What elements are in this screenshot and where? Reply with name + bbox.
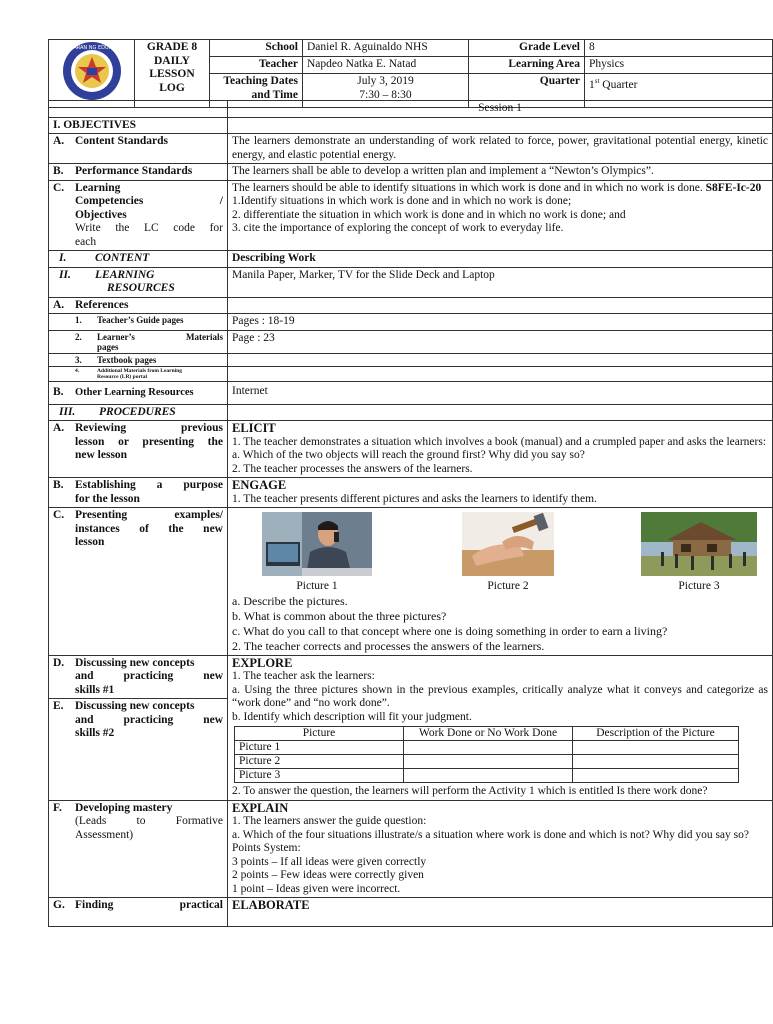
phase-heading: EXPLAIN	[232, 800, 289, 815]
explain-content	[228, 800, 773, 898]
performance-standards-label	[49, 164, 228, 181]
procedure-line: 1. The teacher presents different pictures and asks the learners to identify them.	[232, 492, 597, 505]
school-value: Daniel R. Aguinaldo NHS	[303, 40, 469, 57]
item-label-word: for	[209, 222, 223, 234]
content-label	[49, 251, 228, 268]
seal-text: KAGAWARAN NG EDUKASYON	[54, 45, 129, 51]
log-title-line: LESSON	[149, 68, 195, 80]
phase-heading: EXPLORE	[232, 655, 293, 670]
procedure-line: a. Which of the two objects will reach the ground first? Why did you say so?	[232, 449, 585, 461]
teaching-dates-label-line: and Time	[251, 88, 298, 101]
item-letter: G.	[53, 899, 65, 911]
item-label: Content Standards	[75, 135, 168, 147]
item-label: Assessment)	[75, 828, 134, 841]
item-label: and practicing new	[75, 670, 223, 682]
item-number: 2.	[75, 331, 82, 342]
discussing-2-label	[49, 699, 227, 742]
performance-standards-text: The learners shall be able to develop a written plan and implement a “Newton’s Olympics”.	[228, 164, 773, 181]
procedure-line: a. Describe the pictures.	[232, 593, 348, 608]
item-letter: A.	[53, 135, 65, 147]
item-label: for the lesson	[75, 492, 140, 505]
phase-heading: ELABORATE	[232, 898, 310, 912]
teacher-label: Teacher	[210, 57, 303, 74]
procedure-line: b. Identify which description will fit your judgment.	[232, 710, 472, 723]
item-label-word: (Leads	[75, 815, 107, 827]
log-title-line: GRADE 8	[146, 41, 198, 53]
teaching-dates-label-line: Teaching Dates	[223, 75, 298, 87]
other-resources-value: Internet	[228, 381, 773, 404]
learning-resources-value: Manila Paper, Marker, TV for the Slide Deck and Laptop	[228, 267, 773, 297]
finding-practical-label	[49, 898, 228, 927]
log-title-line: LOG	[159, 81, 185, 94]
item-letter: F.	[53, 801, 62, 814]
developing-mastery-label	[49, 800, 228, 898]
table-row	[235, 769, 739, 783]
table-cell[interactable]	[404, 769, 573, 783]
item-label: References	[75, 298, 129, 311]
picture-2	[449, 512, 567, 594]
item-label: Discussing new concepts	[75, 656, 195, 669]
deped-seal-cell	[49, 40, 135, 108]
lesson-log-table	[48, 100, 773, 927]
presenting-examples-label	[49, 508, 228, 656]
table-cell[interactable]	[573, 769, 739, 783]
item-letter: B.	[53, 479, 64, 491]
house-moving-photo-icon	[641, 512, 757, 576]
deped-seal-icon	[54, 40, 129, 102]
item-label-word: the	[115, 222, 130, 234]
item-label: Establishing a purpose	[75, 479, 223, 491]
item-label: Teacher’s Guide pages	[97, 315, 184, 325]
grade-level-value: 8	[585, 40, 773, 57]
engage-content	[228, 478, 773, 508]
hammer-hand-photo-icon	[462, 512, 554, 576]
content-value: Describing Work	[228, 251, 773, 268]
picture-1	[258, 512, 376, 594]
item-label: LEARNING	[95, 268, 155, 281]
item-label: Learning	[75, 181, 121, 194]
session-label: Session 1	[228, 101, 773, 118]
work-done-table	[234, 726, 739, 783]
item-label: Textbook pages	[97, 354, 157, 365]
log-title-line: DAILY	[153, 54, 190, 67]
explore-content	[228, 655, 773, 800]
table-header: Work Done or No Work Done	[404, 727, 573, 741]
procedure-line: Points System:	[232, 842, 301, 854]
item-label-word: Finding	[75, 899, 114, 911]
item-label: instances of the new	[75, 522, 223, 535]
competency-item: 3. cite the importance of exploring the concept of work to everyday life.	[232, 222, 564, 234]
item-number: 3.	[75, 354, 82, 365]
textbook-value	[228, 353, 773, 366]
competency-intro: The learners should be able to identify situations in which work is done and in which no work is done.	[232, 181, 703, 194]
table-cell[interactable]	[404, 741, 573, 755]
item-label-word: Competencies	[75, 195, 144, 207]
item-label: each	[75, 235, 97, 248]
learners-materials-value: Page : 23	[228, 330, 773, 353]
other-resources-label	[49, 381, 228, 404]
reviewing-label	[49, 421, 228, 478]
procedure-line: 1. The teacher demonstrates a situation which involves a book (manual) and a crumpled paper and asks the learners:	[232, 435, 767, 448]
item-number: II.	[59, 268, 71, 281]
discussing-labels	[49, 655, 228, 800]
item-label: Discussing new concepts	[75, 700, 195, 712]
picture-caption: Picture 3	[678, 580, 720, 592]
date-value: July 3, 2019	[357, 75, 414, 87]
item-label-word: Write	[75, 222, 101, 234]
quarter-sup: st	[594, 77, 600, 85]
additional-materials-label	[49, 366, 228, 381]
table-cell: Picture 2	[235, 755, 404, 769]
item-label: pages	[97, 341, 119, 352]
grade-level-label: Grade Level	[469, 40, 585, 57]
item-label-word: Materials	[186, 331, 223, 342]
procedure-line: a. Which of the four situations illustrate/s a situation where work is done and which is not? Why did you say so?	[232, 828, 749, 841]
quarter-word: Quarter	[599, 78, 638, 91]
learning-competencies-text	[228, 180, 773, 251]
item-letter: B.	[53, 165, 64, 177]
time-value: 7:30 – 8:30	[359, 88, 412, 101]
item-letter: A.	[53, 422, 65, 434]
item-label: Reviewing previous	[75, 422, 223, 434]
presenting-examples-content	[228, 508, 773, 656]
table-header: Picture	[235, 727, 404, 741]
item-letter: A.	[53, 298, 65, 311]
item-letter: B.	[53, 385, 64, 398]
item-label: PROCEDURES	[99, 405, 176, 418]
procedure-line: b. What is common about the three pictures?	[232, 608, 447, 623]
item-label-word: /	[219, 195, 223, 207]
learners-materials-label	[49, 330, 228, 353]
item-label: and practicing new	[75, 713, 223, 726]
teachers-guide-value: Pages : 18-19	[228, 314, 773, 331]
learning-resources-label	[49, 267, 228, 297]
item-label-line	[75, 195, 223, 209]
objectives-blank	[228, 117, 773, 134]
item-label: Developing mastery	[75, 801, 173, 814]
procedure-line: 3 points – If all ideas were given correctly	[232, 855, 427, 868]
lc-code: S8FE-Ic-20	[705, 181, 762, 194]
procedure-line: c. What do you call to that concept where one is doing something in order to earn a living?	[232, 623, 668, 638]
item-letter: D.	[53, 656, 65, 669]
item-number: 4.	[75, 367, 80, 374]
competency-item: 1.Identify situations in which work is done and in which no work is done;	[232, 195, 572, 207]
item-label-word: Learner’s	[97, 331, 135, 342]
item-letter: E.	[53, 700, 64, 712]
learning-competencies-label	[49, 180, 228, 251]
procedure-line: 1. The teacher ask the learners:	[232, 670, 375, 682]
table-cell: Picture 3	[235, 769, 404, 783]
phase-heading: ELICIT	[232, 421, 276, 435]
learning-area-value: Physics	[585, 57, 773, 74]
item-label: Performance Standards	[75, 165, 193, 177]
item-number: I.	[59, 252, 67, 264]
objectives-heading: I. OBJECTIVES	[49, 117, 228, 134]
table-header: Description of the Picture	[573, 727, 739, 741]
procedure-line: 2. The teacher corrects and processes the answers of the learners.	[232, 638, 545, 653]
item-label: Other Learning Resources	[75, 386, 194, 398]
teacher-value: Napdeo Natka E. Natad	[303, 57, 469, 74]
table-cell[interactable]	[573, 741, 739, 755]
item-number: 1.	[75, 315, 82, 325]
quarter-label: Quarter	[469, 74, 585, 108]
procedures-blank	[228, 404, 773, 421]
procedure-line: 2 points – Few ideas were correctly given	[232, 869, 424, 881]
additional-materials-value	[228, 366, 773, 381]
item-label: skills #1	[75, 683, 115, 696]
item-label: RESOURCES	[107, 282, 175, 294]
header-table	[48, 39, 773, 108]
log-title	[135, 40, 210, 108]
procedure-line: 2. To answer the question, the learners will perform the Activity 1 which is entitled Is there work done?	[232, 785, 708, 797]
elicit-content	[228, 421, 773, 478]
competency-item: 2. differentiate the situation in which work is done and in which no work is done; and	[232, 208, 626, 221]
item-label: lesson	[75, 536, 105, 548]
item-letter: C.	[53, 509, 65, 521]
establishing-purpose-label	[49, 478, 228, 508]
item-label: CONTENT	[95, 252, 150, 264]
item-label: skills #2	[75, 727, 115, 739]
school-label: School	[210, 40, 303, 57]
item-letter: C.	[53, 181, 65, 194]
table-row	[235, 755, 739, 769]
phase-heading: ENGAGE	[232, 478, 287, 492]
session-blank	[49, 101, 228, 118]
item-number: III.	[59, 405, 76, 418]
picture-caption: Picture 2	[487, 580, 529, 592]
references-blank	[228, 297, 773, 314]
picture-3	[640, 512, 758, 594]
references-label	[49, 297, 228, 314]
item-label-word: LC	[143, 222, 159, 234]
item-label: Presenting examples/	[75, 509, 223, 521]
pictures-row	[232, 509, 768, 594]
procedure-line: 1 point – Ideas given were incorrect.	[232, 882, 401, 895]
item-label-line	[75, 222, 223, 236]
picture-caption: Picture 1	[296, 580, 338, 592]
table-cell[interactable]	[573, 755, 739, 769]
table-row	[235, 741, 739, 755]
learning-area-label: Learning Area	[469, 57, 585, 74]
procedure-line: 2. The teacher processes the answers of the learners.	[232, 462, 473, 475]
procedure-line: 1. The learners answer the guide question:	[232, 815, 427, 827]
table-cell: Picture 1	[235, 741, 404, 755]
discussing-1-label	[49, 656, 227, 700]
item-label-word: practical	[179, 899, 223, 911]
textbook-label	[49, 353, 228, 366]
procedure-line: a. Using the three pictures shown in the previous examples, critically analyze what it conveys and categorize as “work done” and “no work done”.	[232, 683, 768, 709]
procedures-label	[49, 404, 228, 421]
elaborate-content	[228, 898, 773, 927]
quarter-num: 1	[589, 78, 595, 91]
content-standards-text: The learners demonstrate an understanding of work related to force, power, gravitational potential energy, kinetic energy, and elastic potential energy.	[228, 134, 773, 164]
item-label-word: to	[136, 815, 146, 827]
item-label: Additional Materials from Learning Resource (LR) portal	[97, 367, 182, 380]
item-label-line	[75, 815, 223, 829]
item-label: lesson or presenting the	[75, 435, 223, 448]
teachers-guide-label	[49, 314, 228, 331]
item-label-word: code	[173, 222, 195, 234]
content-standards-label	[49, 134, 228, 164]
table-cell[interactable]	[404, 755, 573, 769]
man-on-phone-photo-icon	[262, 512, 372, 576]
item-label: new lesson	[75, 449, 128, 461]
item-label: Objectives	[75, 208, 127, 221]
item-label-word: Formative	[175, 815, 223, 827]
